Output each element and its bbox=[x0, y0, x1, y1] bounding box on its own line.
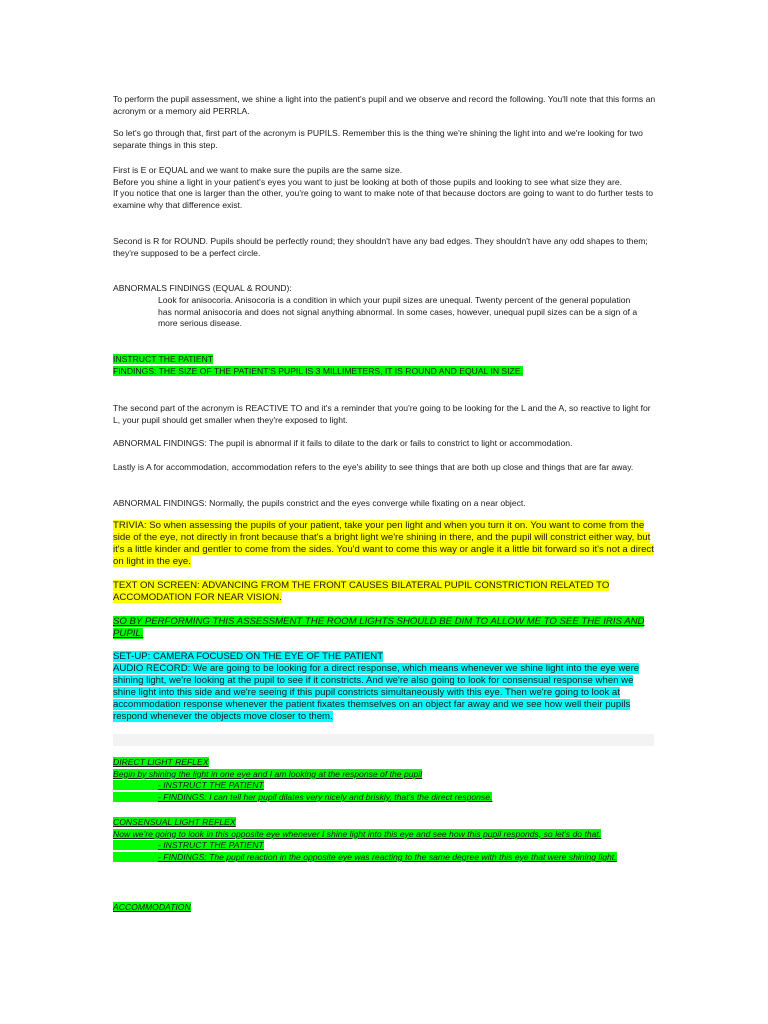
intro-paragraph: To perform the pupil assessment, we shine a light into the patient's pupil and we observe and record the following. You'll note that this forms an acronym or a memory aid PERRLA. bbox=[113, 94, 656, 116]
direct-instruct-row bbox=[113, 780, 658, 792]
reactive-paragraph: The second part of the acronym is REACTIVE TO and it's a reminder that you're going to be looking for the L and the A, so reactive to light for L, your pupil should get smaller when they're exposed to light. bbox=[113, 403, 651, 425]
audio-record: AUDIO RECORD: We are going to be looking for a direct response, which means whenever we shine light into the eye were shining light, we're looking at the pupil to see if it constricts. And we're also going to look for consensual response when we shine light into this side and we're seeing if this pupil constricts simultaneously with this eye. Then we're going to look at accommodation response whenever the patient fixates themselves on an object far away and we see how well their pupils respond whenever the objects move closer to them. bbox=[113, 663, 640, 722]
direct-begin-text: Begin by shining the light in one eye and I am looking at the response of the pupil bbox=[113, 768, 423, 779]
equal-line: First is E or EQUAL and we want to make sure the pupils are the same size. bbox=[113, 165, 403, 175]
equal-before-line: Before you shine a light in your patient's eyes you want to just be looking at both of those pupils and looking to see what size they are. bbox=[113, 176, 622, 187]
consensual-light-reflex-section bbox=[113, 817, 658, 863]
accommodation-paragraph: Lastly is A for accommodation, accommodation refers to the eye's ability to see things that are both up close and things that are far away. bbox=[113, 462, 634, 472]
text-on-screen: TEXT ON SCREEN: ADVANCING FROM THE FRONT CAUSES BILATERAL PUPIL CONSTRICTION RELATED TO ACCOMODATION FOR NEAR VISION. bbox=[113, 580, 610, 603]
equal-notice-line: If you notice that one is larger than the other, you're going to want to make note of that because doctors are going to want to do further tests to examine why that difference exist. bbox=[113, 188, 654, 210]
instruct-patient-label: INSTRUCT THE PATIENT bbox=[113, 354, 214, 364]
trivia-text: TRIVIA: So when assessing the pupils of your patient, take your pen light and when you turn it on. You want to come from the side of the eye, not directly in front because that's a bright light we're shining in there, and the pupil will constrict either way, but it's a little kinder and gentler to come from the sides. You'd want to come this way or angle it a little bit forward so it's not a direct on light in the eye. bbox=[113, 520, 654, 567]
text-on-screen-block bbox=[113, 580, 658, 604]
round-paragraph: Second is R for ROUND. Pupils should be perfectly round; they shouldn't have any bad edges. They shouldn't have any odd shapes to them; they're supposed to be a perfect circle. bbox=[113, 236, 648, 258]
consensual-light-reflex-heading: CONSENSUAL LIGHT REFLEX bbox=[113, 817, 236, 827]
direct-light-reflex-section bbox=[113, 757, 658, 803]
anisocoria-paragraph: Look for anisocoria. Anisocoria is a condition in which your pupil sizes are unequal. Twenty percent of the general population has normal anisocoria and does not signal anything abnormal. In some cases, however, unequal pupil sizes can be a sign of a more serious disease. bbox=[158, 295, 638, 329]
abnormal-accommodation-findings: ABNORMAL FINDINGS: Normally, the pupils constrict and the eyes converge while fixating on a near object. bbox=[113, 498, 526, 508]
abnormal-equal-round-heading: ABNORMALS FINDINGS (EQUAL & ROUND): bbox=[113, 283, 292, 293]
setup-audio-block bbox=[113, 651, 658, 723]
direct-light-reflex-heading: DIRECT LIGHT REFLEX bbox=[113, 757, 209, 767]
consensual-instruct-text: - INSTRUCT THE PATIENT bbox=[158, 840, 264, 851]
pupils-paragraph: So let's go through that, first part of the acronym is PUPILS. Remember this is the thing we're shining the light into and we're looking for two separate things in this step. bbox=[113, 128, 643, 150]
instruct-findings-block bbox=[113, 354, 658, 377]
shaded-divider bbox=[113, 734, 654, 746]
direct-instruct-text: - INSTRUCT THE PATIENT bbox=[158, 780, 264, 791]
trivia-block bbox=[113, 520, 658, 568]
pupil-size-findings: FINDINGS: THE SIZE OF THE PATIENT'S PUPIL IS 3 MILLIMETERS, IT IS ROUND AND EQUAL IN SIZE. bbox=[113, 365, 523, 376]
room-lights-block bbox=[113, 616, 658, 640]
consensual-text: Now we're going to look in this opposite eye whenever I shine light into this eye and see how this pupil responds, so let's do that. bbox=[113, 828, 602, 839]
direct-findings-text: - FINDINGS: I can tell her pupil dilates very nicely and briskly, that's the direct response. bbox=[158, 791, 493, 802]
equal-section bbox=[113, 165, 658, 211]
consensual-findings-text: - FINDINGS: The pupil reaction in the opposite eye was reacting to the same degree with this eye that were shining light. bbox=[158, 851, 617, 862]
accommodation-heading-block bbox=[113, 902, 658, 914]
setup-line: SET-UP: CAMERA FOCUSED ON THE EYE OF THE PATIENT bbox=[113, 651, 384, 662]
consensual-instruct-row bbox=[113, 840, 658, 852]
room-lights-note: SO BY PERFORMING THIS ASSESSMENT THE ROOM LIGHTS SHOULD BE DIM TO ALLOW ME TO SEE THE IRIS AND PUPIL. bbox=[113, 616, 645, 639]
accommodation-heading: ACCOMMODATION bbox=[113, 902, 191, 912]
abnormal-reactive-findings: ABNORMAL FINDINGS: The pupil is abnormal if it fails to dilate to the dark or fails to constrict to light or accommodation. bbox=[113, 438, 573, 448]
consensual-findings-row bbox=[113, 852, 658, 864]
direct-findings-row bbox=[113, 792, 658, 804]
